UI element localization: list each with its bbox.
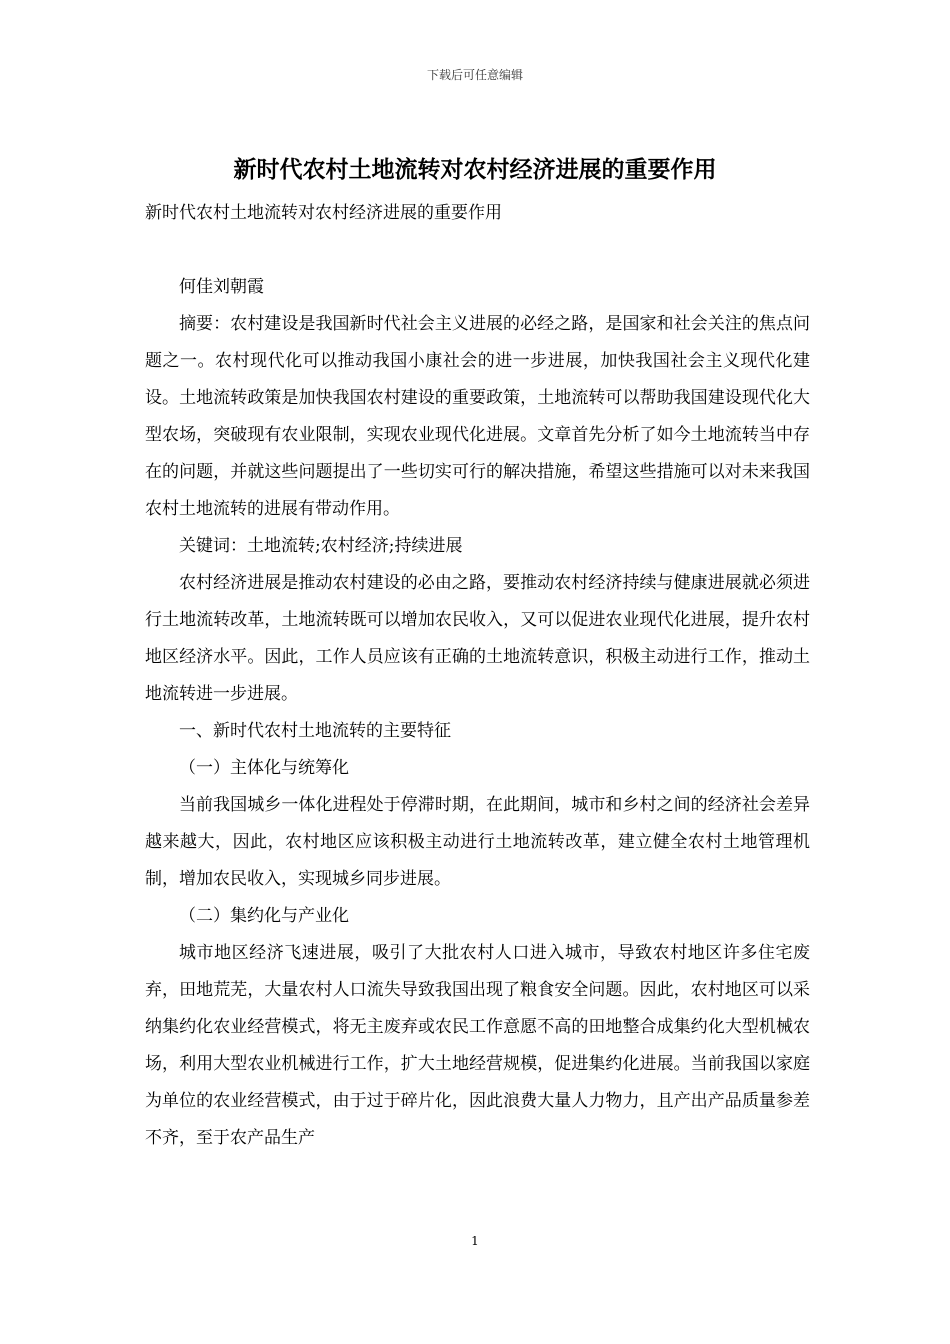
subsection-paragraph-2: 城市地区经济飞速进展，吸引了大批农村人口进入城市，导致农村地区许多住宅废弃，田地荒芜，大量农村人口流失导致我国出现了粮食安全问题。因此，农村地区可以采纳集约化农业经营模式，将无主废弃或农民工作意愿不高的田地整合成集约化大型机械农场，利用大型农业机械进行工作，扩大土地经营规模，促进集约化进展。当前我国以家庭为单位的农业经营模式，由于过于碎片化，因此浪费大量人力物力，且产出产品质量参差不齐，至于农产品生产 xyxy=(145,943,810,1148)
section-heading-1: 一、新时代农村土地流转的主要特征 xyxy=(179,721,451,741)
keywords-line: 关键词：土地流转;农村经济;持续进展 xyxy=(179,536,463,556)
intro-paragraph: 农村经济进展是推动农村建设的必由之路，要推动农村经济持续与健康进展就必须进行土地流转改革，土地流转既可以增加农民收入，又可以促进农业现代化进展，提升农村地区经济水平。因此，工作人员应该有正确的土地流转意识，积极主动进行工作，推动土地流转进一步进展。 xyxy=(145,573,810,704)
document-title: 新时代农村土地流转对农村经济进展的重要作用 xyxy=(233,156,717,183)
abstract-paragraph: 摘要：农村建设是我国新时代社会主义进展的必经之路，是国家和社会关注的焦点问题之一。农村现代化可以推动我国小康社会的进一步进展，加快我国社会主义现代化建设。土地流转政策是加快我国农村建设的重要政策，土地流转可以帮助我国建设现代化大型农场，突破现有农业限制，实现农业现代化进展。文章首先分析了如今土地流转当中存在的问题，并就这些问题提出了一些切实可行的解决措施，希望这些措施可以对未来我国农村土地流转的进展有带动作用。 xyxy=(145,314,810,519)
subsection-paragraph-1: 当前我国城乡一体化进程处于停滞时期，在此期间，城市和乡村之间的经济社会差异越来越大，因此，农村地区应该积极主动进行土地流转改革，建立健全农村土地管理机制，增加农民收入，实现城乡同步进展。 xyxy=(145,795,810,889)
blank-line xyxy=(145,232,810,269)
subsection-heading-1: （一）主体化与统筹化 xyxy=(179,758,349,778)
subsection-heading-2: （二）集约化与产业化 xyxy=(179,906,349,926)
author-names: 何佳刘朝霞 xyxy=(179,277,264,297)
document-subtitle: 新时代农村土地流转对农村经济进展的重要作用 xyxy=(145,203,502,223)
page-header-note: 下载后可任意编辑 xyxy=(426,68,523,82)
page-number: 1 xyxy=(471,1234,479,1248)
document-body xyxy=(145,195,810,1157)
